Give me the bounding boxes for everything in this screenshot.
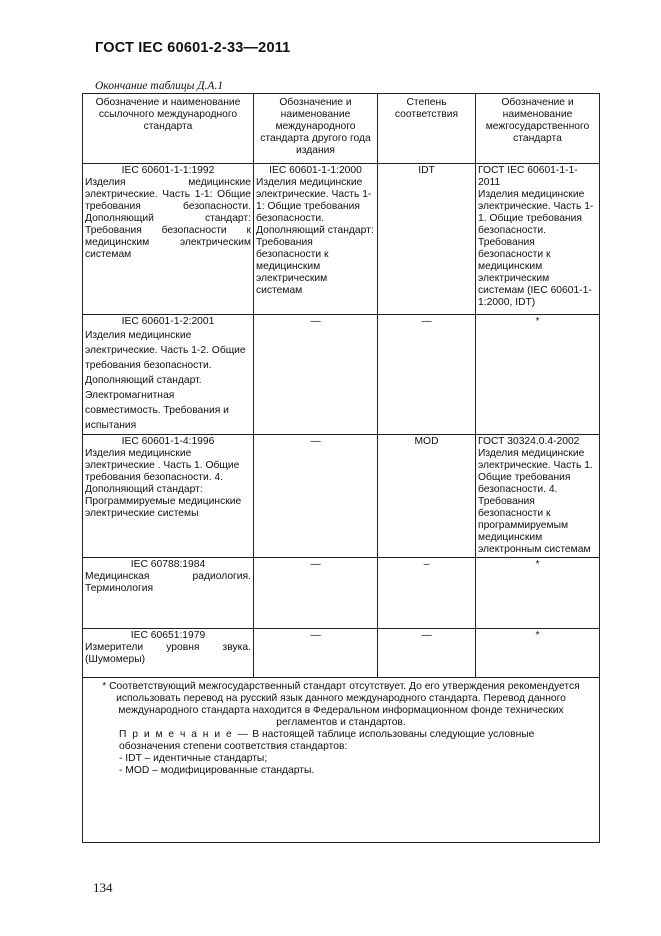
other-edition-cell (254, 558, 378, 629)
standard-code: IEC 60601-1-4:1996 (121, 436, 215, 447)
interstate-standard-cell (476, 435, 600, 558)
standard-title: Изделия медицинские электрические. Часть 1-1. Общие требования безопасности. Требования безопасности к медицинским электрическим системам (IEC 60601-1-1:2000, IDT) (478, 189, 594, 308)
standard-title: Изделия медицинские электрические. Часть 1-1: Общие требования безопасности. Дополняющий стандарт: Требования безопасности к медицинским электрическим системам (85, 177, 251, 260)
interstate-standard-cell (476, 558, 600, 629)
degree-cell: – (378, 558, 476, 629)
table-row (83, 558, 600, 629)
standard-title: Изделия медицинские электрические. Часть 1-1: Общие требования безопасности. Дополняющий стандарт: Требования безопасности к медицинским электрическим системам (256, 177, 374, 296)
document-header: ГОСТ IEC 60601-2-33—2011 (95, 40, 291, 56)
standard-code: ГОСТ IEC 60601-1-1-2011 (478, 165, 578, 188)
standard-code: — (310, 630, 321, 641)
standard-title: Изделия медицинские электрические. Часть 1-2. Общие требования безопасности. Дополняющий стандарт. Электромагнитная совместимость. Требования и испытания (85, 330, 246, 431)
table-row (83, 629, 600, 678)
column-header: Степень соответствия (378, 94, 476, 164)
notes-cell (83, 678, 600, 843)
degree-cell: — (378, 629, 476, 678)
footnote: * Соответствующий межгосударственный стандарт отсутствует. До его утверждения рекомендуется использовать перевод на русский язык данного международного стандарта. Перевод данного международного стандарта находится в Федеральном информационном фонде технических регламентов и стандартов. (102, 681, 580, 728)
reference-standard-cell (83, 629, 254, 678)
note-text: В настоящей таблице использованы следующие условные обозначения степени соответствия стандартов: (119, 729, 535, 752)
table-header-row (83, 94, 600, 164)
standard-code: * (535, 630, 540, 641)
interstate-standard-cell (476, 164, 600, 315)
interstate-standard-cell (476, 629, 600, 678)
column-header: Обозначение и наименование межгосударственного стандарта (476, 94, 600, 164)
standard-title: Медицинская радиология. Терминология (85, 571, 251, 594)
reference-standard-cell (83, 164, 254, 315)
note (89, 729, 593, 753)
interstate-standard-cell (476, 315, 600, 435)
standard-title: Изделия медицинские электрические . Часть 1. Общие требования безопасности. 4. Дополняющий стандарт: Программируемые медицинские электрические системы (85, 448, 242, 519)
standard-title: Изделия медицинские электрические. Часть 1. Общие требования безопасности. 4. Требования безопасности к программируемым медицинским электронным системам (478, 448, 593, 555)
standard-code: IEC 60788:1984 (130, 559, 206, 570)
other-edition-cell (254, 315, 378, 435)
standard-code: — (310, 559, 321, 570)
standard-code: * (535, 559, 540, 570)
standard-code: IEC 60651:1979 (130, 630, 206, 641)
other-edition-cell (254, 629, 378, 678)
legend-item: - MOD – модифицированные стандарты. (119, 765, 315, 776)
standard-code: — (310, 316, 321, 327)
notes-row (83, 678, 600, 843)
column-header: Обозначение и наименование ссылочного международного стандарта (83, 94, 254, 164)
standard-code: IEC 60601-1-1:1992 (121, 165, 215, 176)
legend-item: - IDT – идентичные стандарты; (119, 753, 268, 764)
degree-cell: — (378, 315, 476, 435)
note-label: П р и м е ч а н и е — (119, 729, 250, 740)
reference-standard-cell (83, 435, 254, 558)
column-header: Обозначение и наименование международного стандарта другого года издания (254, 94, 378, 164)
standard-code: IEC 60601-1-1:2000 (269, 165, 362, 176)
table-row (83, 435, 600, 558)
standard-code: — (310, 436, 321, 447)
degree-cell: IDT (378, 164, 476, 315)
degree-cell: MOD (378, 435, 476, 558)
standard-title: Измерители уровня звука. (Шумомеры) (85, 642, 251, 665)
table-caption: Окончание таблицы Д.А.1 (95, 80, 224, 92)
other-edition-cell (254, 435, 378, 558)
table-row (83, 164, 600, 315)
standard-code: IEC 60601-1-2:2001 (121, 316, 215, 327)
page-number: 134 (93, 880, 113, 895)
reference-standard-cell (83, 558, 254, 629)
standard-code: ГОСТ 30324.0.4-2002 (478, 436, 580, 447)
reference-standard-cell (83, 315, 254, 435)
other-edition-cell (254, 164, 378, 315)
table-row (83, 315, 600, 435)
standard-code: * (535, 316, 540, 327)
standards-table (82, 93, 600, 843)
